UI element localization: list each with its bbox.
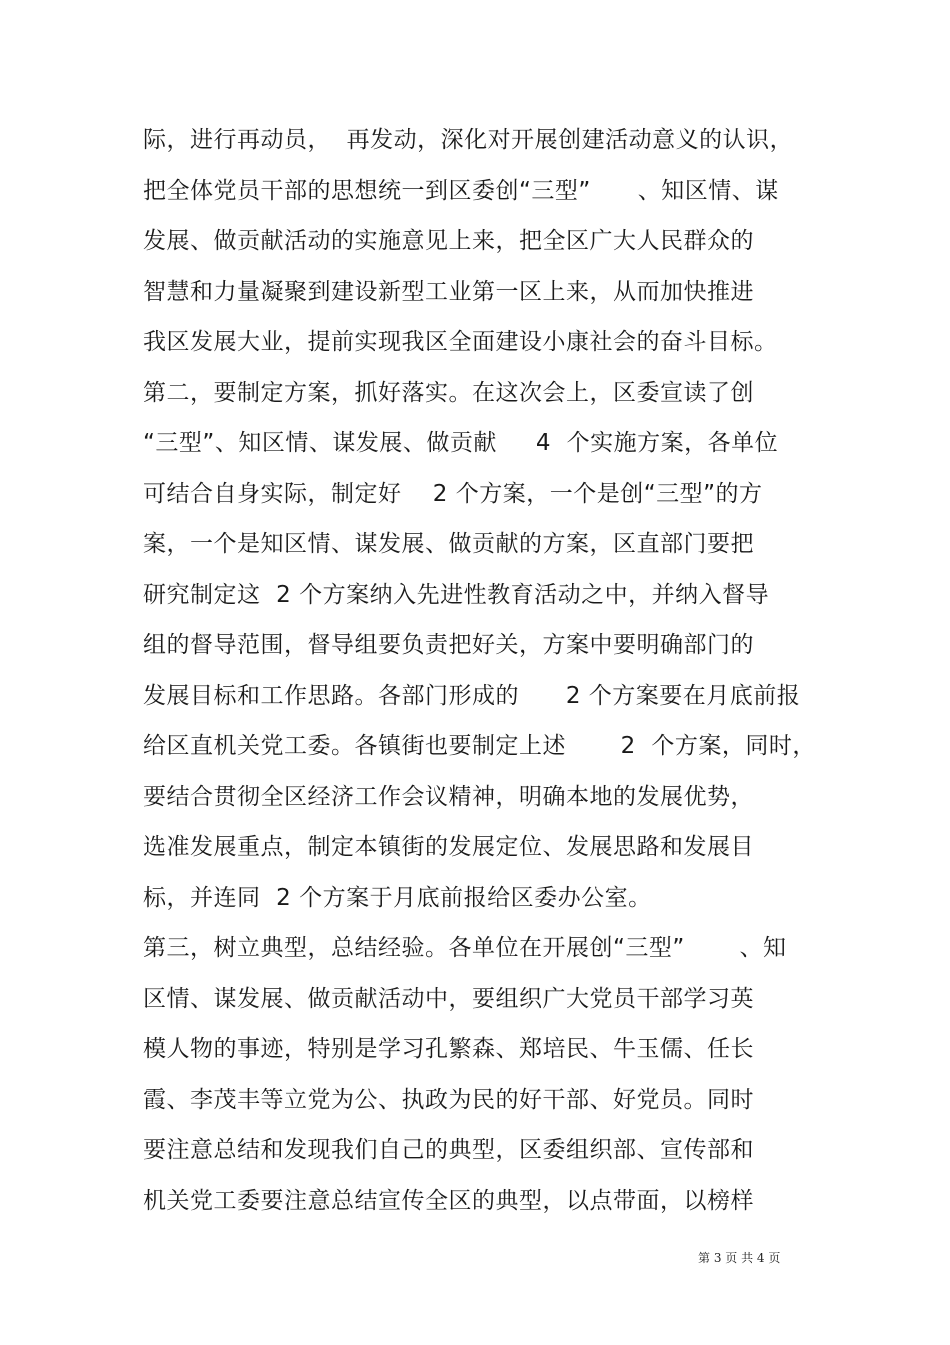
text-line-13: 给区直机关党工委。各镇街也要制定上述 2 个方案，同时，	[143, 733, 816, 759]
page-number: 第 3 页 共 4 页	[698, 1251, 781, 1265]
text-line-4: 智慧和力量凝聚到建设新型工业第一区上来，从而加快推进	[143, 278, 754, 305]
text-line-5: 我区发展大业，提前实现我区全面建设小康社会的奋斗目标。	[143, 329, 778, 355]
text-line-7: “三型”、知区情、谋发展、做贡献 4 个实施方案，各单位	[143, 430, 779, 456]
text-line-8: 可结合自身实际，制定好 2 个方案，一个是创“三型”的方	[143, 480, 763, 507]
text-line-14: 要结合贯彻全区经济工作会议精神，明确本地的发展优势，	[143, 783, 754, 810]
text-line-11: 组的督导范围，督导组要负责把好关，方案中要明确部门的	[143, 632, 754, 658]
text-line-12: 发展目标和工作思路。各部门形成的 2 个方案要在月底前报	[143, 682, 801, 709]
text-line-21: 要注意总结和发现我们自己的典型，区委组织部、宣传部和	[143, 1137, 754, 1163]
text-line-15: 选准发展重点，制定本镇街的发展定位、发展思路和发展目	[143, 834, 754, 860]
text-line-16: 标，并连同 2 个方案于月底前报给区委办公室。	[143, 884, 652, 911]
text-line-6: 第二，要制定方案，抓好落实。在这次会上，区委宣读了创	[143, 379, 754, 406]
text-line-22: 机关党工委要注意总结宣传全区的典型，以点带面，以榜样	[143, 1187, 754, 1214]
text-line-1: 际，进行再动员， 再发动，深化对开展创建活动意义的认识，	[143, 127, 794, 153]
text-line-3: 发展、做贡献活动的实施意见上来，把全区广大人民群众的	[143, 228, 754, 254]
text-line-2: 把全体党员干部的思想统一到区委创“三型” 、知区情、谋	[143, 177, 779, 204]
text-line-20: 霞、李茂丰等立党为公、执政为民的好干部、好党员。同时	[143, 1086, 754, 1113]
text-line-10: 研究制定这 2 个方案纳入先进性教育活动之中，并纳入督导	[143, 581, 770, 608]
text-line-19: 模人物的事迹，特别是学习孔繁森、郑培民、牛玉儒、任长	[143, 1036, 754, 1062]
text-line-9: 案，一个是知区情、谋发展、做贡献的方案，区直部门要把	[143, 531, 754, 557]
text-line-18: 区情、谋发展、做贡献活动中，要组织广大党员干部学习英	[143, 985, 754, 1012]
body-text	[143, 120, 823, 1231]
text-line-17: 第三，树立典型，总结经验。各单位在开展创“三型” 、知	[143, 935, 787, 961]
